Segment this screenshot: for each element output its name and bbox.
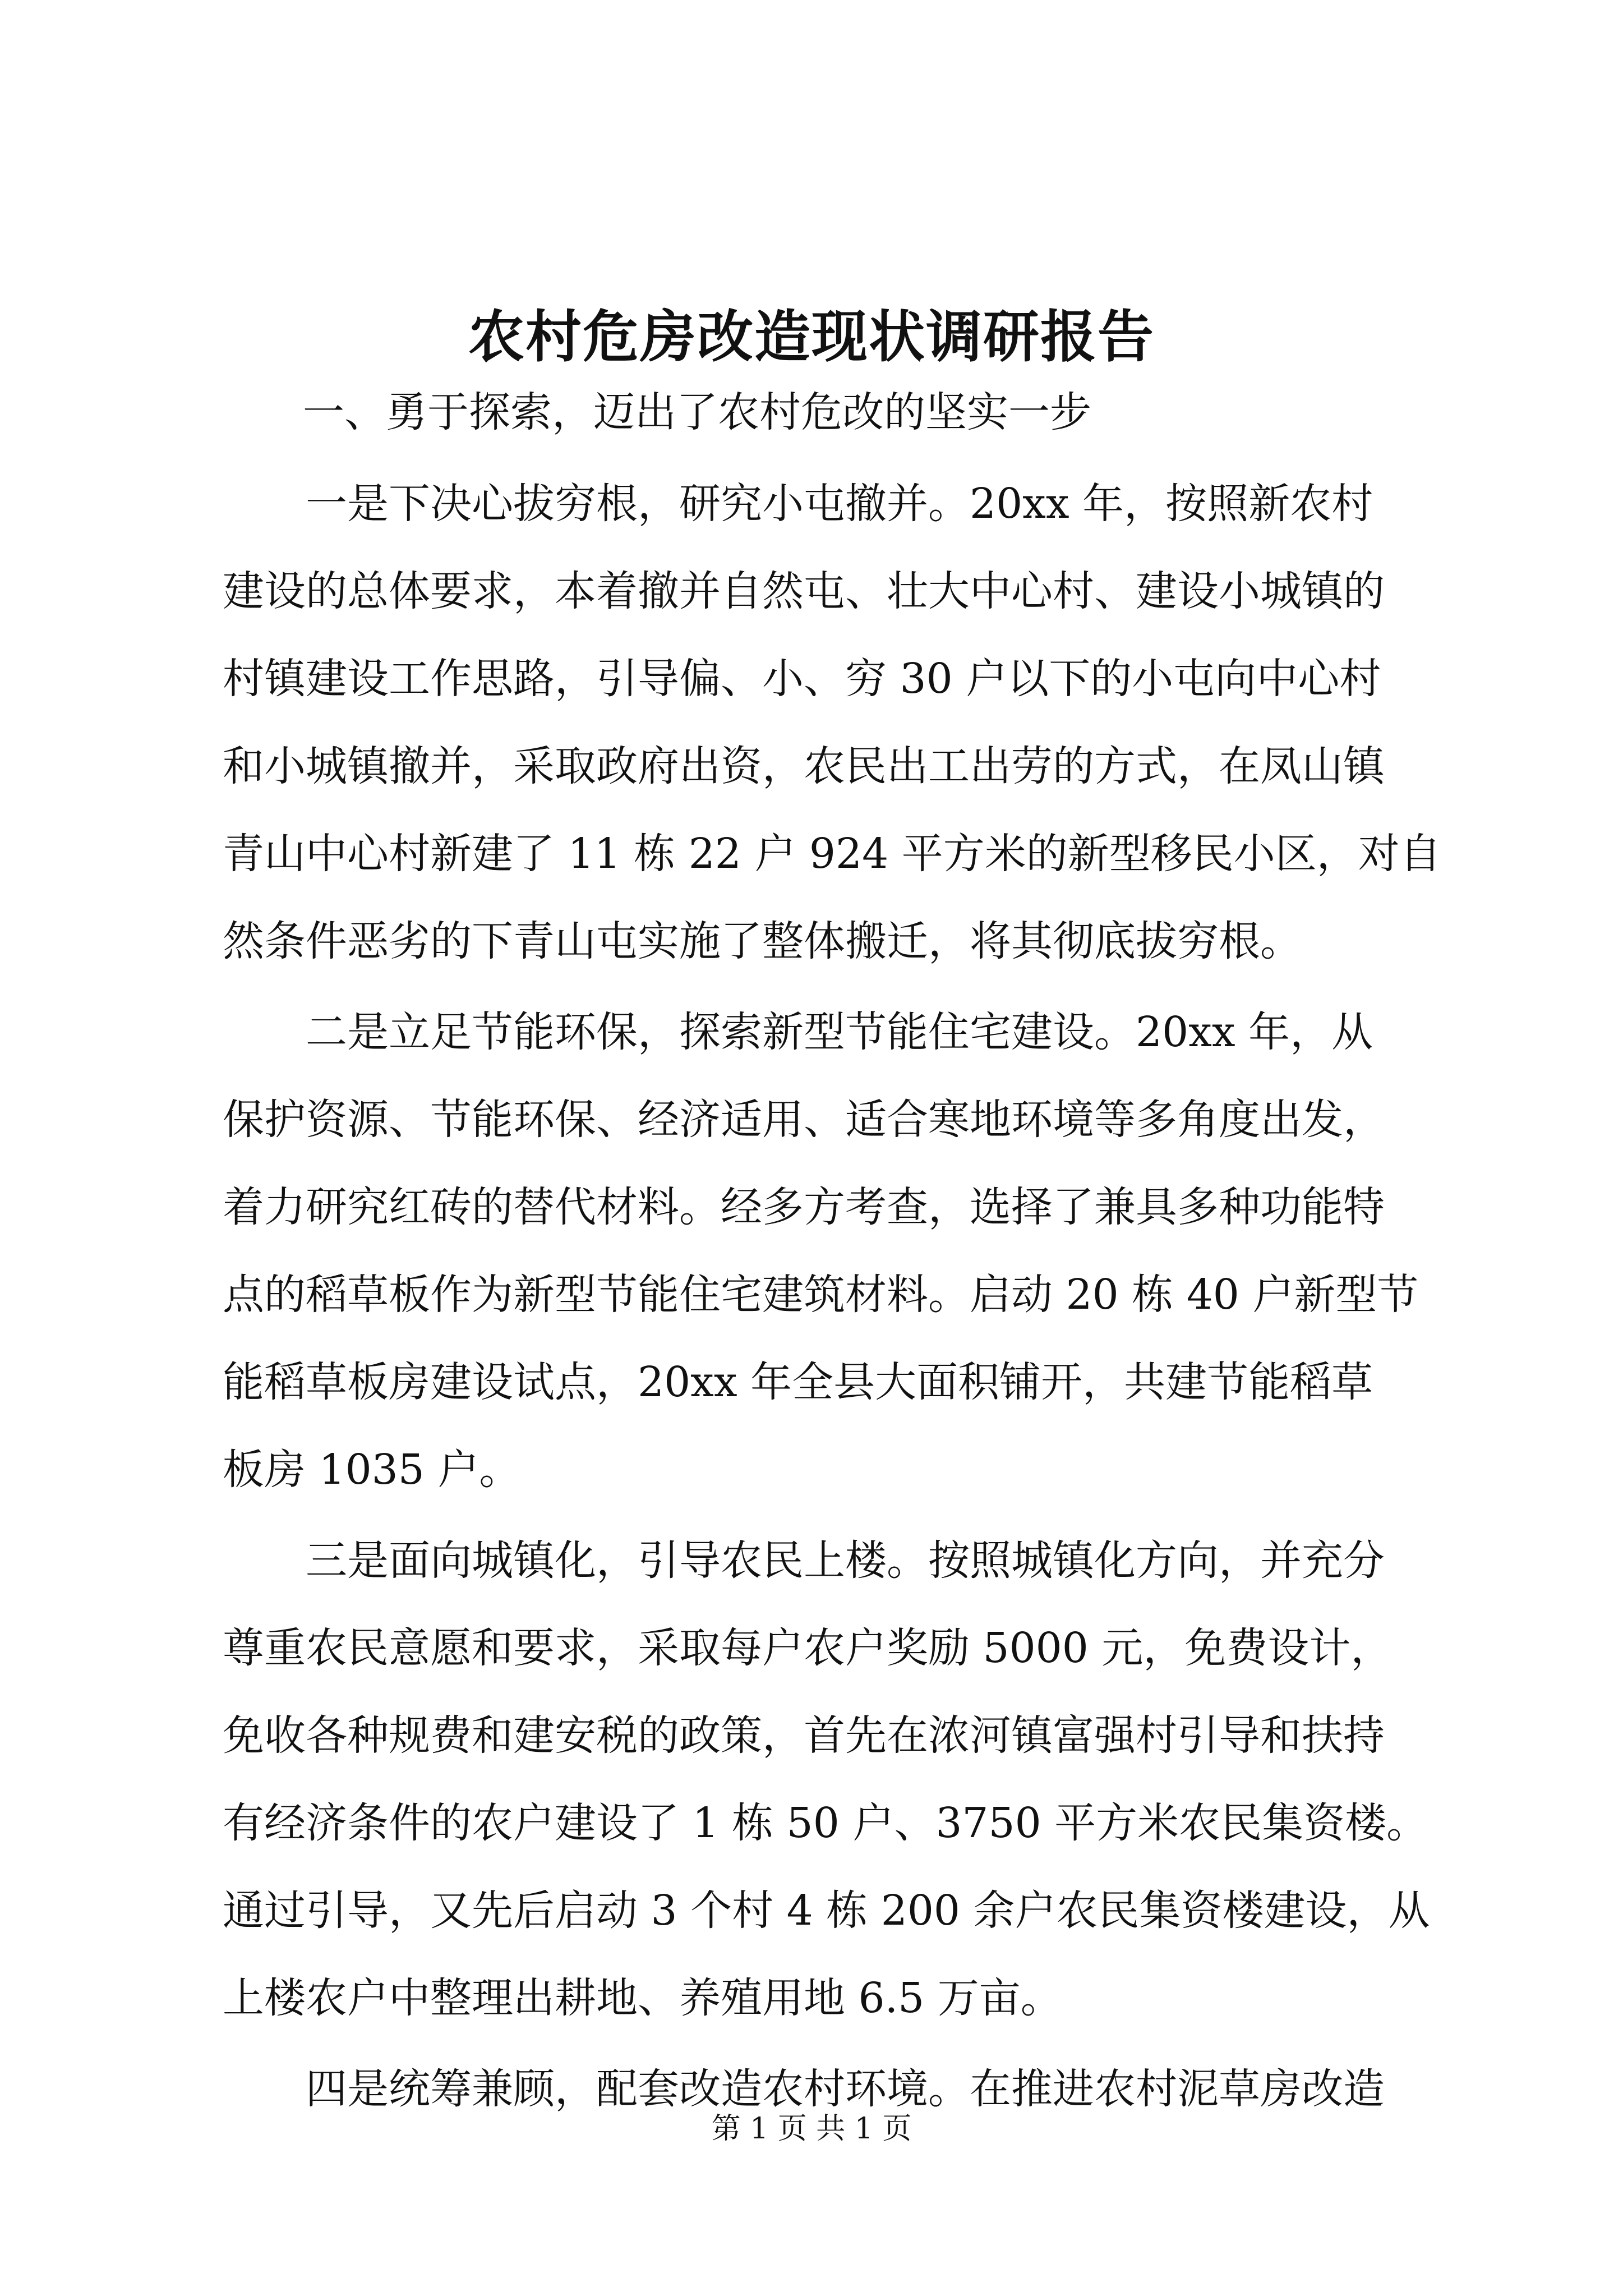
body-line: 村镇建设工作思路，引导偏、小、穷 30 户以下的小屯向中心村 [223, 655, 1381, 703]
body-line: 二是立足节能环保，探索新型节能住宅建设。20xx 年，从 [306, 1008, 1373, 1056]
body-line: 保护资源、节能环保、经济适用、适合寒地环境等多角度出发， [223, 1096, 1385, 1144]
page-footer [0, 2106, 1623, 2151]
body-line: 免收各种规费和建安税的政策，首先在浓河镇富强村引导和扶持 [223, 1711, 1385, 1760]
body-line: 和小城镇撤并，采取政府出资，农民出工出劳的方式，在凤山镇 [223, 742, 1385, 790]
page-indicator: 第 1 页 共 1 页 [711, 2112, 912, 2146]
body-line: 上楼农户中整理出耕地、养殖用地 6.5 万亩。 [223, 1974, 1062, 2022]
section-heading: 一、勇于探索，迈出了农村危改的坚实一步 [303, 388, 1091, 436]
body-line: 三是面向城镇化，引导农民上楼。按照城镇化方向，并充分 [306, 1536, 1385, 1585]
body-line: 点的稻草板作为新型节能住宅建筑材料。启动 20 栋 40 户新型节 [223, 1271, 1419, 1319]
body-line: 着力研究红砖的替代材料。经多方考查，选择了兼具多种功能特 [223, 1183, 1385, 1231]
body-line: 四是统筹兼顾，配套改造农村环境。在推进农村泥草房改造 [306, 2065, 1385, 2113]
body-line: 能稻草板房建设试点，20xx 年全县大面积铺开，共建节能稻草 [223, 1358, 1373, 1406]
body-line: 通过引导，又先后启动 3 个村 4 栋 200 余户农民集资楼建设，从 [223, 1887, 1430, 1935]
body-line: 尊重农民意愿和要求，采取每户农户奖励 5000 元，免费设计， [223, 1624, 1393, 1672]
body-line: 板房 1035 户。 [223, 1446, 521, 1494]
body-line: 建设的总体要求，本着撤并自然屯、壮大中心村、建设小城镇的 [223, 567, 1385, 615]
body-line: 有经济条件的农户建设了 1 栋 50 户、3750 平方米农民集资楼。 [223, 1799, 1428, 1847]
document-title: 农村危房改造现状调研报告 [468, 303, 1155, 370]
body-line: 然条件恶劣的下青山屯实施了整体搬迁，将其彻底拔穷根。 [223, 917, 1302, 965]
body-line: 青山中心村新建了 11 栋 22 户 924 平方米的新型移民小区，对自 [223, 830, 1441, 878]
body-line: 一是下决心拔穷根，研究小屯撤并。20xx 年，按照新农村 [306, 480, 1373, 528]
